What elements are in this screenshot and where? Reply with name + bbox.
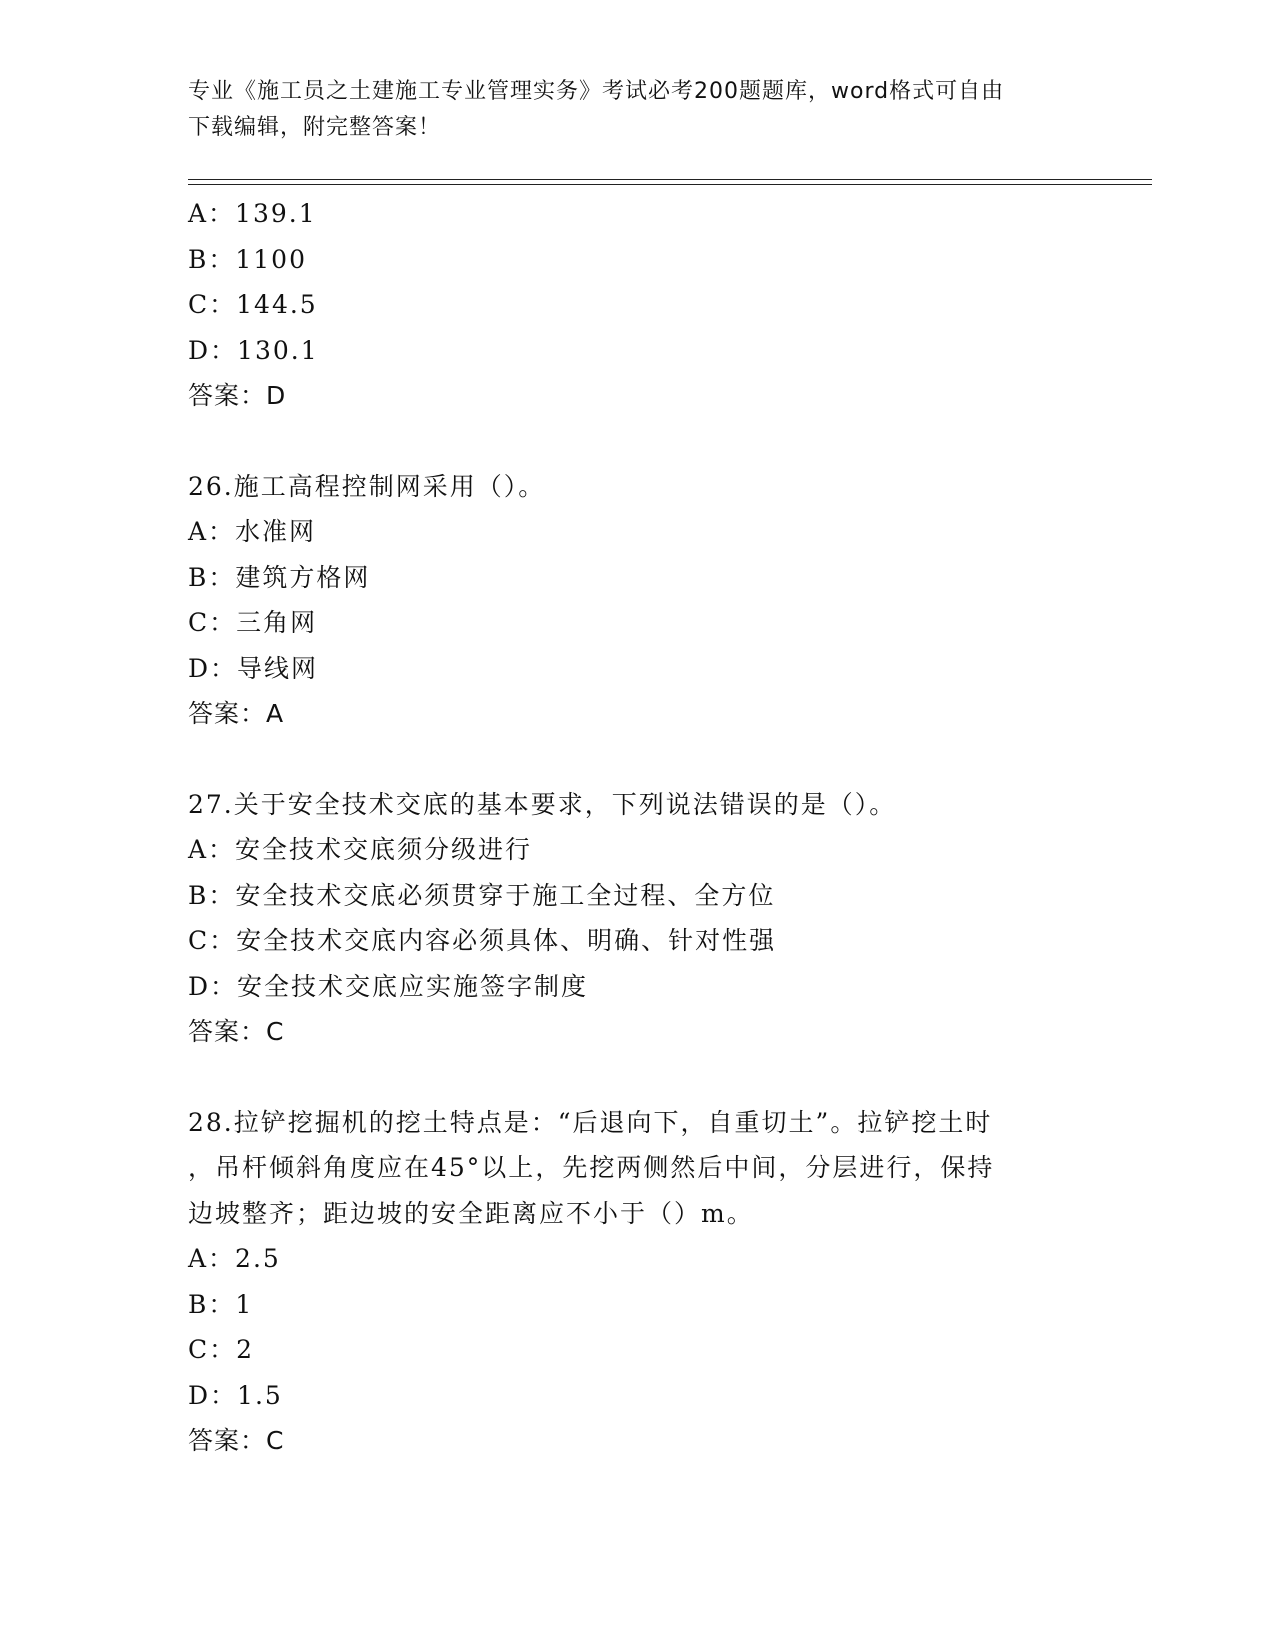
answer-line: 答案：C xyxy=(188,1426,285,1455)
option-a: A：2.5 xyxy=(188,1244,281,1273)
option-a: A：安全技术交底须分级进行 xyxy=(188,835,533,864)
question-stem-line-1: 28.拉铲挖掘机的挖土特点是：“后退向下，自重切土”。拉铲挖土时 xyxy=(188,1107,993,1137)
question-stem-line-3: 边坡整齐；距边坡的安全距离应不小于（）m。 xyxy=(188,1198,754,1228)
header-line-1: 专业《施工员之土建施工专业管理实务》考试必考200题题库，word格式可自由 xyxy=(188,79,1005,104)
question-27 xyxy=(188,782,1088,1055)
option-b: B：1 xyxy=(188,1289,254,1319)
option-d: D：导线网 xyxy=(188,653,319,683)
option-d: D：安全技术交底应实施签字制度 xyxy=(188,971,589,1001)
option-c: C：144.5 xyxy=(188,290,318,319)
question-list xyxy=(188,191,1088,1464)
spacer xyxy=(188,1055,1088,1100)
question-stem xyxy=(188,1100,1078,1237)
spacer xyxy=(188,419,1088,464)
option-b: B：安全技术交底必须贯穿于施工全过程、全方位 xyxy=(188,880,776,910)
question-stem: 27.关于安全技术交底的基本要求，下列说法错误的是（）。 xyxy=(188,789,897,819)
header-line-2: 下载编辑，附完整答案！ xyxy=(188,115,442,140)
header-divider-top xyxy=(188,179,1152,180)
answer-line: 答案：A xyxy=(188,699,285,728)
answer-line: 答案：D xyxy=(188,381,287,410)
spacer xyxy=(188,737,1088,782)
question-stem-line-2: ，吊杆倾斜角度应在45°以上，先挖两侧然后中间，分层进行，保持 xyxy=(188,1153,995,1182)
document-header xyxy=(188,74,1088,146)
option-d: D：130.1 xyxy=(188,335,319,365)
question-25-tail xyxy=(188,191,1088,419)
option-c: C：安全技术交底内容必须具体、明确、针对性强 xyxy=(188,926,777,955)
option-b: B：1100 xyxy=(188,244,307,274)
option-a: A：139.1 xyxy=(188,199,317,228)
question-stem: 26.施工高程控制网采用（）。 xyxy=(188,471,546,501)
option-c: C：三角网 xyxy=(188,608,318,637)
option-b: B：建筑方格网 xyxy=(188,562,371,592)
option-c: C：2 xyxy=(188,1335,255,1364)
question-26 xyxy=(188,464,1088,737)
header-divider-bottom xyxy=(188,184,1152,185)
option-a: A：水准网 xyxy=(188,517,317,546)
question-28 xyxy=(188,1100,1088,1464)
answer-line: 答案：C xyxy=(188,1017,285,1046)
option-d: D：1.5 xyxy=(188,1380,283,1410)
